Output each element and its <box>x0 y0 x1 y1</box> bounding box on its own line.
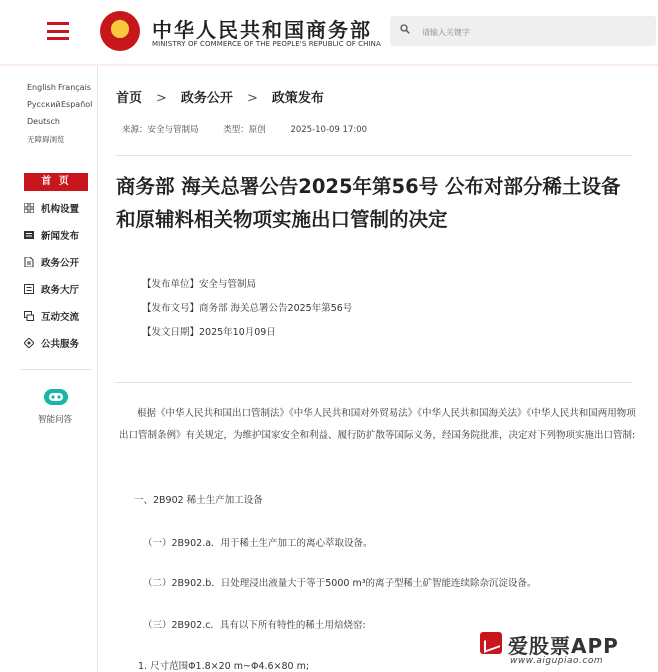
info-date: 【发文日期】2025年10月09日 <box>142 327 276 338</box>
sidebar-item-open-affairs[interactable] <box>24 256 79 272</box>
divider <box>115 155 632 156</box>
breadcrumb-policy[interactable]: 政策发布 <box>271 91 324 106</box>
chevron-right-icon: > <box>156 91 167 106</box>
divider <box>115 382 632 383</box>
news-icon <box>24 230 34 240</box>
search-icon[interactable] <box>400 24 410 34</box>
chevron-right-icon: > <box>246 91 258 106</box>
section-item: （一）2B902.a．用于稀土生产加工的离心萃取设备。 <box>143 538 373 549</box>
info-doc-number: 【发布文号】商务部 海关总署公告2025年第56号 <box>142 303 353 314</box>
article-meta <box>122 123 389 135</box>
sidebar-item-label: 政务大厅 <box>41 285 80 296</box>
lang-spanish[interactable]: Español <box>61 100 93 109</box>
section-item: （二）2B902.b．日处理浸出液量大于等于5000 m³的离子型稀土矿智能连续除杂沉淀设备。 <box>143 578 537 589</box>
sidebar-item-label: 新闻发布 <box>41 231 80 242</box>
sidebar-item-label: 公共服务 <box>41 339 80 350</box>
watermark-url: www.aigupiao.com <box>510 656 604 666</box>
sidebar-divider <box>20 369 92 370</box>
sidebar-item-label: 互动交流 <box>41 312 80 323</box>
info-issuer: 【发布单位】安全与管制局 <box>142 279 257 290</box>
watermark-brand: 爱股票APP <box>508 634 619 658</box>
menu-icon[interactable] <box>47 22 69 40</box>
section-item: 1. 尺寸范围Φ1.8×20 m~Φ4.6×80 m; <box>138 661 310 672</box>
site-header <box>0 0 658 64</box>
sidebar-item-hall[interactable] <box>24 283 79 299</box>
main-content <box>98 66 658 672</box>
meta-date: 2025-10-09 17:00 <box>290 125 368 135</box>
assistant-label[interactable]: 智能问答 <box>38 415 73 425</box>
article-title: 商务部 海关总署公告2025年第56号 公布对部分稀土设备和原辅料相关物项实施出口管制的决定 <box>116 175 621 231</box>
document-icon <box>24 257 34 267</box>
site-subtitle: MINISTRY OF COMMERCE OF THE PEOPLE'S REPUBLIC OF CHINA <box>152 40 381 48</box>
lang-english[interactable]: English <box>27 83 56 92</box>
meta-type: 类型：原创 <box>223 125 266 135</box>
sidebar-home-button[interactable]: 首 页 <box>24 173 88 191</box>
site-title[interactable]: 中华人民共和国商务部 <box>152 18 372 42</box>
service-icon <box>24 338 34 348</box>
section-item: （三）2B902.c．具有以下所有特性的稀土用焙烧窑: <box>143 620 366 631</box>
section-heading: 一、2B902 稀土生产加工设备 <box>134 495 263 506</box>
sidebar-item-news[interactable] <box>24 229 79 245</box>
lang-french[interactable]: Français <box>58 83 91 92</box>
search-input[interactable] <box>420 22 644 42</box>
sidebar-item-public-service[interactable] <box>24 337 79 353</box>
lang-russian[interactable]: Русский <box>27 100 61 109</box>
watermark-logo <box>480 632 502 654</box>
breadcrumb <box>116 87 324 106</box>
breadcrumb-open-affairs[interactable]: 政务公开 <box>180 91 233 106</box>
robot-assistant-icon[interactable] <box>42 386 70 408</box>
sidebar <box>0 66 98 672</box>
watermark <box>480 630 650 670</box>
hall-icon <box>24 284 34 294</box>
breadcrumb-home[interactable]: 首页 <box>116 91 143 106</box>
accessibility-link[interactable]: 无障碍浏览 <box>27 135 65 144</box>
national-emblem-logo[interactable] <box>100 11 140 51</box>
article-intro: 根据《中华人民共和国出口管制法》《中华人民共和国对外贸易法》《中华人民共和国海关法》《中华人民共和国两用物项出口管制条例》有关规定，为维护国家安全和利益、履行防扩散等国际义务，经国务院批准，决定对下列物项实施出口管制: <box>119 408 636 441</box>
chat-icon <box>24 311 34 321</box>
meta-source: 来源：安全与管制局 <box>122 125 199 135</box>
sidebar-item-label: 机构设置 <box>41 204 80 215</box>
sidebar-item-interaction[interactable] <box>24 310 79 326</box>
sidebar-item-org[interactable] <box>24 202 79 218</box>
search-box <box>390 16 656 46</box>
org-icon <box>24 203 34 213</box>
sidebar-item-label: 政务公开 <box>41 258 80 269</box>
lang-german[interactable]: Deutsch <box>27 117 60 126</box>
